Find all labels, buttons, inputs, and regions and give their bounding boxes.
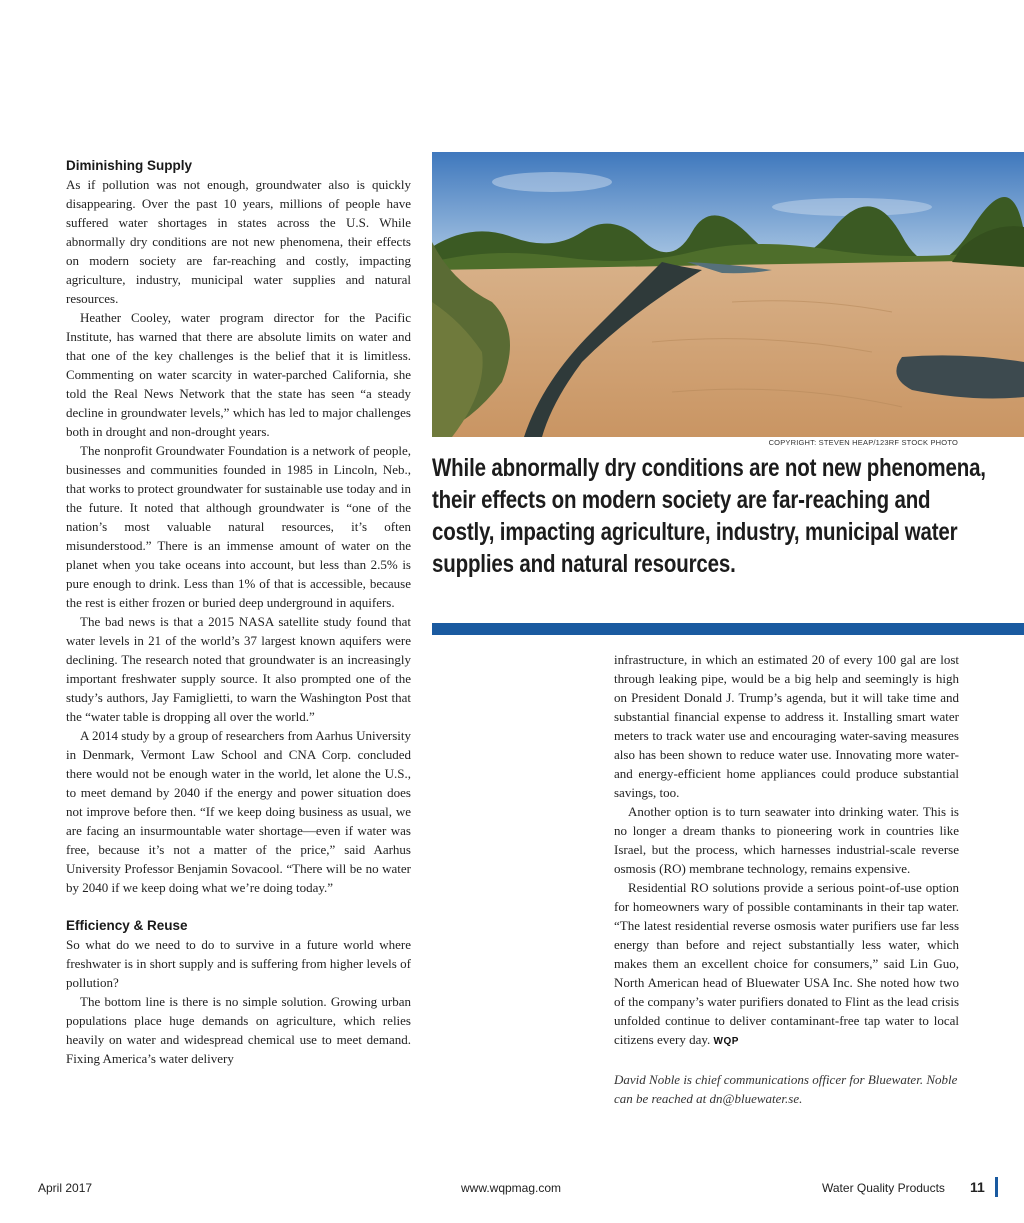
footer-date: April 2017 — [38, 1181, 93, 1195]
body-paragraph: infrastructure, in which an estimated 20 of every 100 gal are lost through leaking pipe, would be a big help and seemingly is high on President Donald J. Trump’s agenda, but it will take time and substantial financial expense to address it. Installing smart water meters to track water use and encouraging water-saving measures also has been shown to reduce water use. Innovating more water- and energy-efficient home appliances could produce substantial savings, too. — [614, 652, 959, 800]
body-paragraph: The bad news is that a 2015 NASA satellite study found that water levels in 21 of the world’s 37 largest known aquifers were declining. The research noted that groundwater is an increasingly important freshwater supply source. It also prompted one of the study’s authors, Jay Famiglietti, to warn the Washington Post that the “water table is dropping all over the world.” — [66, 614, 411, 724]
page-number: 11 — [970, 1179, 985, 1195]
pull-quote-rule — [432, 623, 1024, 635]
right-column — [614, 650, 959, 1108]
body-paragraph: The bottom line is there is no simple solution. Growing urban populations place huge demands on agriculture, which relies heavily on water and widespread chemical use to meet demand. Fixing America’s water delivery — [66, 994, 411, 1066]
body-paragraph: The nonprofit Groundwater Foundation is a network of people, businesses and communities founded in 1985 in Lincoln, Neb., that works to protect groundwater for sustainable use today and in the future. It noted that although groundwater is “one of the nation’s most valuable natural resources, it’s often misunderstood.” There is an immense amount of water on the planet when you take oceans into account, but less than 2.5% is pure enough to drink. Less than 1% of that is accessible, because the rest is either frozen or buried deep underground in aquifers. — [66, 443, 411, 610]
footer-publication: Water Quality Products — [822, 1181, 945, 1195]
pull-quote: While abnormally dry conditions are not new phenomena, their effects on modern society are far-reaching and costly, impacting agriculture, industry, municipal water supplies and natural resources. — [432, 454, 986, 578]
dry-riverbed-photo — [432, 152, 1024, 437]
author-byline: David Noble is chief communications officer for Bluewater. Noble can be reached at dn@bluewater.se. — [614, 1072, 958, 1106]
footer-accent-bar — [995, 1177, 998, 1197]
page-footer — [0, 1176, 1024, 1200]
body-paragraph: A 2014 study by a group of researchers from Aarhus University in Denmark, Vermont Law School and CNA Corp. concluded there would not be enough water in the world, let alone the U.S., to meet demand by 2040 if the energy and power situation does not improve before then. “If we keep doing business as usual, we are facing an insurmountable water shortage—even if water was free, because it’s not a matter of the price,” said Aarhus University Professor Benjamin Sovacool. “There will be no water by 2040 if we keep doing what we’re doing today.” — [66, 728, 411, 895]
body-paragraph: As if pollution was not enough, groundwater also is quickly disappearing. Over the past 10 years, millions of people have suffered water shortages in states across the U.S. While abnormally dry conditions are not new phenomena, their effects on modern society are far-reaching and costly, impacting agriculture, industry, municipal water supplies and natural resources. — [66, 177, 411, 306]
final-paragraph-text: Residential RO solutions provide a serious point-of-use option for homeowners wary of possible contaminants in their tap water. “The latest residential reverse osmosis water purifiers use far less energy than before and reject substantially less water, which makes them an excellent choice for consumers,” said Lin Guo, North American head of Bluewater USA Inc. She noted how two of the company’s water purifiers donated to Flint as the lead crisis unfolded continue to deliver contaminant-free tap water to local citizens every day. — [614, 880, 959, 1047]
body-paragraph: Heather Cooley, water program director for the Pacific Institute, has warned that there are absolute limits on water and that one of the key challenges is the belief that it is limitless. Commenting on water scarcity in water-parched California, she told the Real News Network that the state has seen “a steady decline in groundwater levels,” which has led to major challenges both in drought and non-drought years. — [66, 310, 411, 439]
left-column — [66, 156, 411, 1068]
end-mark-logo: WQP — [713, 1036, 739, 1047]
photo-credit: COPYRIGHT: STEVEN HEAP/123RF STOCK PHOTO — [768, 438, 958, 447]
section-heading-diminishing-supply: Diminishing Supply — [66, 158, 193, 173]
body-paragraph-final — [614, 878, 959, 1051]
body-paragraph: Another option is to turn seawater into drinking water. This is no longer a dream thanks to pioneering work in countries like Israel, but the process, which harnesses industrial-scale reverse osmosis (RO) membrane technology, remains expensive. — [614, 804, 959, 876]
footer-website-link[interactable]: www.wqpmag.com — [461, 1181, 562, 1195]
body-paragraph: So what do we need to do to survive in a future world where freshwater is in short supply and is suffering from higher levels of pollution? — [66, 937, 411, 990]
riverbed-illustration — [432, 152, 1024, 437]
section-heading-efficiency-reuse: Efficiency & Reuse — [66, 918, 188, 933]
